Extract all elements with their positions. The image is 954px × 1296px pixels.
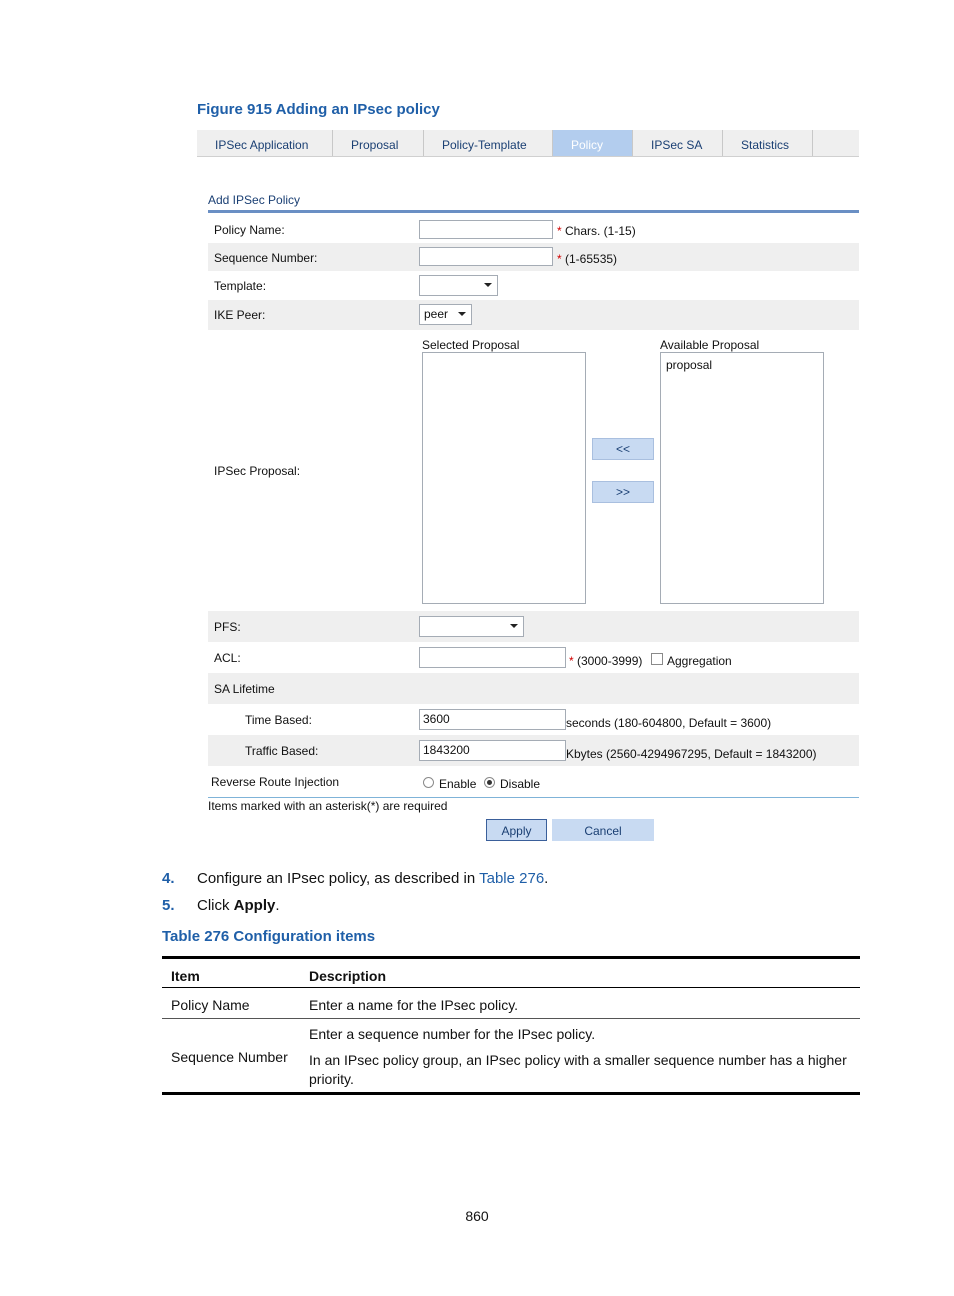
form-title: Add IPSec Policy bbox=[208, 193, 301, 207]
step-text-part: . bbox=[275, 897, 280, 914]
tab-bar bbox=[197, 130, 859, 157]
row-sequence-number bbox=[208, 243, 859, 271]
time-based-input[interactable]: 3600 bbox=[419, 709, 566, 730]
figure-title: Figure 915 Adding an IPsec policy bbox=[197, 101, 440, 118]
available-proposal-label: Available Proposal bbox=[660, 338, 760, 352]
aggregation-checkbox[interactable] bbox=[651, 653, 663, 665]
time-based-hint: seconds (180-604800, Default = 3600) bbox=[566, 716, 772, 730]
tab-policy-template[interactable]: Policy-Template bbox=[424, 130, 553, 156]
tab-policy[interactable]: Policy bbox=[553, 130, 633, 156]
step-text bbox=[197, 870, 548, 887]
ike-peer-select-value: peer bbox=[424, 307, 449, 321]
policy-name-hint: Chars. (1-15) bbox=[565, 224, 636, 238]
table-header-item: Item bbox=[171, 968, 200, 984]
tab-ipsec-sa[interactable]: IPSec SA bbox=[633, 130, 723, 156]
move-left-button[interactable]: << bbox=[592, 438, 654, 460]
tab-proposal[interactable]: Proposal bbox=[333, 130, 424, 156]
table-cell-description: In an IPsec policy group, an IPsec policy with a smaller sequence number has a higher bbox=[309, 1052, 847, 1068]
sequence-number-required-mark: * bbox=[557, 252, 562, 266]
table-top-rule bbox=[162, 956, 860, 959]
table-276-link[interactable]: Table 276 bbox=[479, 870, 545, 887]
acl-input[interactable] bbox=[419, 647, 566, 668]
reverse-route-label: Reverse Route Injection bbox=[211, 775, 340, 789]
time-based-label: Time Based: bbox=[245, 713, 312, 727]
table-title: Table 276 Configuration items bbox=[162, 928, 376, 945]
enable-radio[interactable] bbox=[423, 777, 434, 788]
table-bottom-rule bbox=[162, 1092, 860, 1095]
chevron-down-icon bbox=[510, 624, 518, 628]
page-number: 860 bbox=[465, 1208, 489, 1224]
aggregation-label: Aggregation bbox=[667, 654, 732, 668]
step-text-part: Click bbox=[197, 897, 234, 914]
row-ike-peer bbox=[208, 300, 859, 330]
traffic-based-label: Traffic Based: bbox=[245, 744, 319, 758]
row-template bbox=[208, 271, 859, 300]
step-number: 5. bbox=[162, 897, 175, 914]
cancel-button[interactable]: Cancel bbox=[552, 819, 654, 841]
acl-hint: (3000-3999) bbox=[577, 654, 643, 668]
step-text-part: Configure an IPsec policy, as described in bbox=[197, 870, 480, 887]
disable-radio[interactable] bbox=[484, 777, 495, 788]
list-item[interactable]: proposal bbox=[666, 358, 713, 372]
disable-radio-label: Disable bbox=[500, 777, 541, 791]
selected-proposal-list[interactable] bbox=[422, 352, 586, 604]
policy-name-required-mark: * bbox=[557, 224, 562, 238]
sequence-number-hint: (1-65535) bbox=[565, 252, 618, 266]
pfs-select[interactable] bbox=[419, 616, 524, 637]
row-time-based bbox=[208, 704, 859, 735]
step-text bbox=[197, 897, 280, 914]
ike-peer-select[interactable] bbox=[419, 304, 472, 325]
pfs-label: PFS: bbox=[214, 620, 241, 634]
sequence-number-label: Sequence Number: bbox=[214, 251, 318, 265]
ike-peer-label: IKE Peer: bbox=[214, 308, 266, 322]
acl-required-mark: * bbox=[569, 654, 574, 668]
sa-lifetime-label: SA Lifetime bbox=[214, 682, 275, 696]
step-number: 4. bbox=[162, 870, 175, 887]
table-cell-description: Enter a name for the IPsec policy. bbox=[309, 997, 519, 1013]
step-text-bold: Apply bbox=[233, 897, 276, 914]
row-reverse-route-injection bbox=[208, 766, 859, 798]
enable-radio-label: Enable bbox=[439, 777, 477, 791]
row-acl bbox=[208, 642, 859, 673]
step-text-part: . bbox=[544, 870, 549, 887]
row-sa-lifetime bbox=[208, 673, 859, 704]
policy-name-label: Policy Name: bbox=[214, 223, 285, 237]
tab-ipsec-application[interactable]: IPSec Application bbox=[197, 130, 333, 156]
table-cell-item: Sequence Number bbox=[171, 1049, 288, 1065]
chevron-down-icon bbox=[458, 312, 466, 316]
row-ipsec-proposal bbox=[208, 330, 859, 611]
sequence-number-input[interactable] bbox=[419, 247, 553, 266]
template-label: Template: bbox=[214, 279, 267, 293]
traffic-based-input[interactable]: 1843200 bbox=[419, 740, 566, 761]
policy-name-input[interactable] bbox=[419, 220, 553, 239]
table-cell-description: priority. bbox=[309, 1071, 354, 1087]
row-policy-name bbox=[208, 215, 859, 243]
tab-statistics[interactable]: Statistics bbox=[723, 130, 813, 156]
available-proposal-list[interactable] bbox=[660, 352, 824, 604]
move-right-button[interactable]: >> bbox=[592, 481, 654, 503]
table-header-rule bbox=[162, 987, 860, 988]
ipsec-proposal-label: IPSec Proposal: bbox=[214, 464, 301, 478]
template-select[interactable] bbox=[419, 275, 498, 296]
selected-proposal-label: Selected Proposal bbox=[422, 338, 520, 352]
row-traffic-based bbox=[208, 735, 859, 766]
traffic-based-hint: Kbytes (2560-4294967295, Default = 1843200) bbox=[566, 747, 817, 761]
table-header-description: Description bbox=[309, 968, 387, 984]
table-cell-description: Enter a sequence number for the IPsec policy. bbox=[309, 1026, 596, 1042]
chevron-down-icon bbox=[484, 283, 492, 287]
required-note: Items marked with an asterisk(*) are required bbox=[208, 799, 448, 813]
table-cell-item: Policy Name bbox=[171, 997, 250, 1013]
row-pfs bbox=[208, 611, 859, 642]
apply-button[interactable]: Apply bbox=[486, 819, 547, 841]
form-title-divider bbox=[208, 210, 859, 213]
table-row-rule bbox=[162, 1018, 860, 1019]
acl-label: ACL: bbox=[214, 651, 241, 665]
